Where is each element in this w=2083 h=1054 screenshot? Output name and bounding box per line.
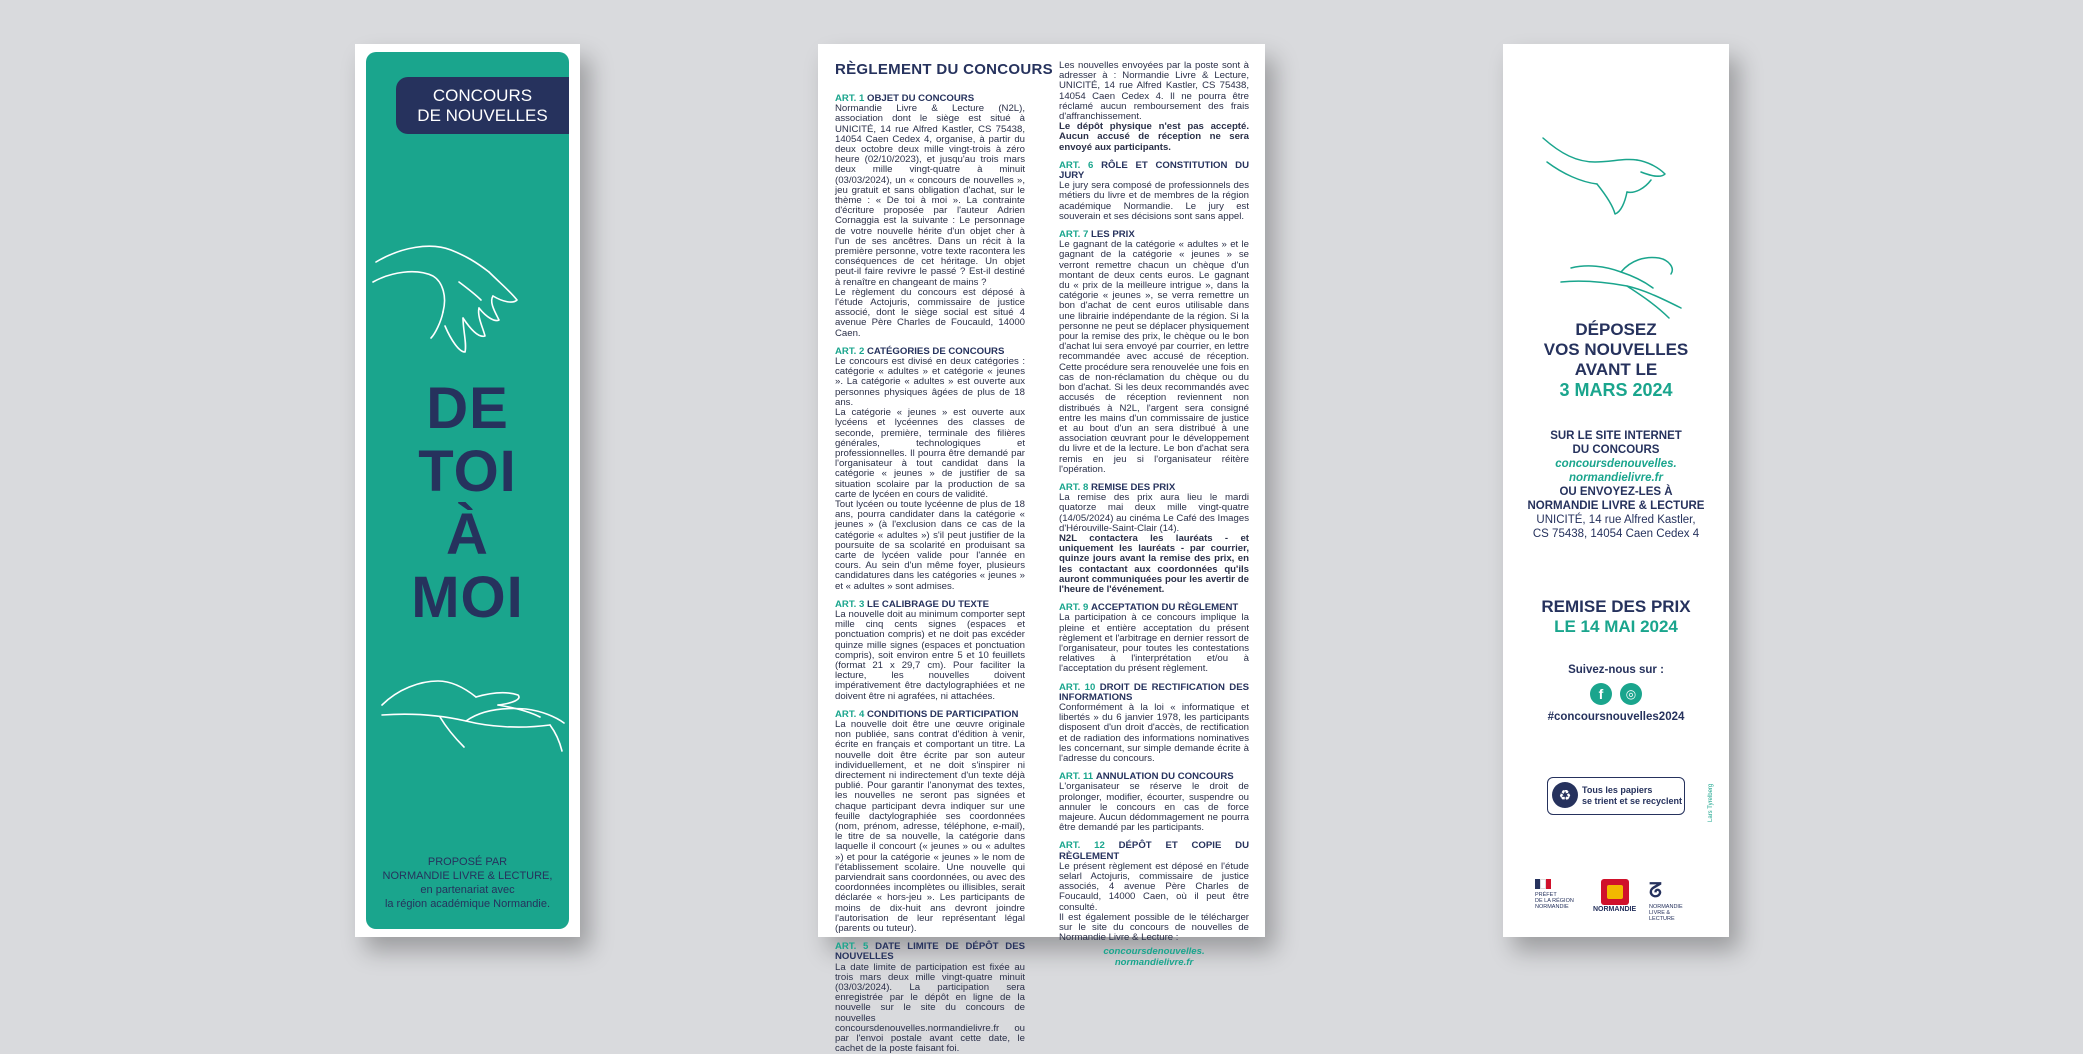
deadline-date: 3 MARS 2024 (1559, 380, 1673, 400)
art-2-text-2: La catégorie « jeunes » est ouverte aux lycéens et lycéennes des classes de seconde, première, terminale des filières générales, technologiques et professionnelles. Il pourra être demandé par l'organisateur à tout candidat dans la catégorie « jeunes » de justifier de sa situation scolaire par la production de sa carte de lycéen en cours de validité. (835, 407, 1025, 500)
title-line-2: TOI (418, 439, 517, 504)
art-5-text-2: Les nouvelles envoyées par la poste sont à adresser à : Normandie Livre & Lecture, UNICITÉ, 14 rue Alfred Kastler, CS 75438, 14054 Caen Cedex 4. Il ne pourra être réclamé aucun remboursement des frais d'affranchissement. (1059, 60, 1249, 123)
art-7-text: Le gagnant de la catégorie « adultes » et le gagnant de la catégorie « jeunes » se verront remettre chacun un chèque d'un montant de deux cents euros. Le gagnant du « prix de la meilleure intrigue », dans la catégorie « jeunes », se verra remettre un bon d'achat de cent euros utilisable dans une librairie indépendante de la région. Si la personne ne peut se déplacer physiquement pour la remise des prix, le chèque ou le bon d'achat lui sera envoyé par courrier, en lettre recommandée avec accusé de réception. Cette procédure sera renouvelée une fois en cas de non-réclamation du chèque ou du bon d'achat. Si les deux recommandés avec accusés de réception reviennent non distribués à N2L, l'argent sera consigné entre les mains d'un commissaire de justice et au bout d'un an sera distribué à une association œuvrant pour le développement du livre et de la lecture. Le bon d'achat sera remis en jeu si l'organisateur réitère l'opération. (1059, 239, 1249, 475)
deposit-line-1: DÉPOSEZ (1575, 320, 1657, 339)
proposed-line-2: NORMANDIE LIVRE & LECTURE, (382, 870, 553, 882)
social-block (1503, 663, 1729, 724)
art-8-text-2: N2L contactera les lauréats - et uniquement les lauréats - par courrier, quinze jours avant la remise des prix, en les contactant aux coordonnées qu'ils auront communiquées pour les avertir de l'heure de l'événement. (1059, 532, 1249, 595)
art-12-heading: ART. 12 DÉPÔT ET COPIE DU RÈGLEMENT (1059, 840, 1250, 862)
bookmark-front (366, 52, 569, 929)
deposit-line-3: AVANT LE (1574, 360, 1658, 379)
rules-panel (818, 44, 1265, 1054)
art-10-text: Conformément à la loi « informatique et libertés » du 6 janvier 1978, les participants disposent d'un droit d'accès, de rectification et de radiation des informations nominatives les concernant, sur simple demande écrite à l'adresse du concours. (1059, 701, 1249, 764)
title-line-1: DE (426, 376, 509, 441)
receiving-hand-icon (380, 667, 566, 752)
prize-date: LE 14 MAI 2024 (1554, 617, 1678, 636)
or-send-1: OU ENVOYEZ-LES À (1559, 486, 1673, 498)
art-6-text: Le jury sera composé de professionnels des métiers du livre et de membres de la région académique Normandie. Le jury est souverain et ses décisions sont sans appel. (1059, 180, 1249, 222)
art-2-heading: ART. 2 CATÉGORIES DE CONCOURS (835, 345, 1005, 357)
title-line-4: MOI (411, 565, 524, 630)
site-label-1: SUR LE SITE INTERNET (1550, 430, 1682, 442)
art-2-text-3: Tout lycéen ou toute lycéenne de plus de 18 ans, pourra candidater dans la catégorie « jeunes » (à l'exclusion dans ce cas de la catégorie « adultes ») s'il peut justifier de la poursuite de sa scolarité en produisant sa carte de lycéen valide pour l'année en cours. Au sein d'un même foyer, plusieurs candidatures dans les catégories « jeunes » et « adultes » sont admises. (835, 498, 1025, 592)
illustration-credit: Lars Tyrelberg (1708, 783, 1714, 822)
right-bookmark (1503, 44, 1729, 937)
rules-site-link[interactable] (1059, 947, 1249, 967)
prize-block (1503, 597, 1729, 637)
rules-title: RÈGLEMENT DU CONCOURS (835, 61, 1053, 78)
art-9-heading: ART. 9 ACCEPTATION DU RÈGLEMENT (1059, 602, 1239, 614)
art-12-text: Le présent règlement est déposé en l'étude selarl Actojuris, commissaire de justice associés, 4 avenue Père Charles de Foucauld, 14000 Caen, où il peut être consulté. (1059, 860, 1249, 913)
tag-line-2: DE NOUVELLES (417, 106, 548, 125)
lions-icon (1601, 879, 1629, 905)
proposed-line-3: en partenariat avec (420, 884, 515, 896)
contest-tag (396, 77, 569, 134)
art-3-heading: ART. 3 LE CALIBRAGE DU TEXTE (835, 598, 990, 610)
title-line-3: À (446, 502, 489, 567)
art-4-heading: ART. 4 CONDITIONS DE PARTICIPATION (835, 708, 1019, 720)
region-normandie-logo: NORMANDIE (1593, 879, 1636, 913)
prefet-logo: PRÉFET DE LA RÉGION NORMANDIE (1535, 879, 1574, 910)
deposit-block (1503, 320, 1729, 400)
reaching-hand-icon (371, 242, 521, 372)
art-6-heading: ART. 6 RÔLE ET CONSTITUTION DU JURY (1059, 159, 1250, 182)
rules-link-line-2: normandielivre.fr (1114, 956, 1194, 968)
site-link-2[interactable]: normandielivre.fr (1569, 472, 1663, 484)
or-send-2: NORMANDIE LIVRE & LECTURE (1527, 500, 1705, 512)
hashtag: #concoursnouvelles2024 (1547, 711, 1685, 723)
rules-column-left (835, 94, 1025, 1054)
hands-illustration-icon (1541, 132, 1691, 322)
art-5-text-3: Le dépôt physique n'est pas accepté. Aucun accusé de réception ne sera envoyé aux participants. (1059, 121, 1249, 153)
deposit-line-2: VOS NOUVELLES (1543, 340, 1689, 359)
art-1-text: Normandie Livre & Lecture (N2L), association dont le siège est situé à UNICITÉ, 14 rue Alfred Kastler, CS 75438, 14054 Caen Cedex 4, organise, à partir du deux octobre deux mille vingt-trois à zéro heure (02/10/2023), et jusqu'au trois mars deux mille vingt-quatre à minuit (03/03/2024), un « concours de nouvelles », jeu gratuit et sans obligation d'achat, sur le thème : « De toi à moi ». La contrainte d'écriture proposée par l'auteur Adrien Cornaggia est la suivante : Le personnage de votre nouvelle hérite d'un objet cher à l'un de ses ancêtres. Dans un récit à la première personne, votre texte racontera les conséquences de cet héritage. Un objet peut-il faire revivre le passé ? Est-il destiné à renaître en changeant de mains ? (835, 103, 1025, 288)
address-line-2: CS 75438, 14054 Caen Cedex 4 (1532, 528, 1700, 540)
art-8-heading: ART. 8 REMISE DES PRIX (1059, 481, 1176, 493)
art-1-text-2: Le règlement du concours est déposé à l'étude Actojuris, commissaire de justice associé, dont le siège social est situé 4 avenue Père Charles de Foucauld, 14000 Caen. (835, 286, 1025, 339)
tag-line-1: CONCOURS (432, 86, 533, 105)
instagram-icon[interactable]: ◎ (1620, 683, 1642, 705)
partner-logos (1535, 879, 1697, 923)
art-10-heading: ART. 10 DROIT DE RECTIFICATION DES INFORMATIONS (1059, 681, 1250, 703)
art-3-text: La nouvelle doit au minimum comporter sept mille cinq cents signes (espaces et ponctuation compris) et ne doit pas excéder quinze mille signes (espaces et ponctuation compris), soit environ entre 5 et 10 feuillets (format 21 x 29,7 cm). Pour faciliter la lecture, les nouvelles doivent impérativement être dactylographiées et ne doivent être ni agrafées, ni attachées. (835, 608, 1025, 702)
art-5-text: La date limite de participation est fixée au trois mars deux mille vingt-quatre minuit (03/03/2024). La participation sera enregistrée par le dépôt en ligne de la nouvelle sur le site du concours de nouvelles concoursdenouvelles.normandielivre.fr ou par l'envoi postale avant cette date, le cachet de la poste faisant foi. (835, 961, 1025, 1054)
n2l-icon: ᘔ (1649, 880, 1662, 902)
proposed-by (366, 855, 569, 911)
art-7-heading: ART. 7 LES PRIX (1059, 229, 1135, 241)
site-link-1[interactable]: concoursdenouvelles. (1555, 458, 1677, 470)
art-4-text: La nouvelle doit être une œuvre originale non publiée, sans contrat d'édition à venir, écrite en français et comportant un titre. La nouvelle doit être écrite par son auteur individuellement, et ne doit s'inspirer ni directement ni indirectement d'un texte déjà publié. Pour garantir l'anonymat des textes, les nouvelles ne seront pas signées et chaque participant devra indiquer sur une feuille dactylographiée ses coordonnées (nom, prénom, adresse, téléphone, e-mail), le titre de sa nouvelle, la catégorie dans laquelle il concourt (« jeunes » ou « adultes ») et pour la catégorie « jeunes » le nom de l'établissement scolaire. Une nouvelle qui parviendrait sans coordonnées, ou avec des coordonnées incomplètes ou illisibles, serait déclarée « hors-jeu ». Les participants de moins de dix-huit ans devront joindre l'autorisation de leur représentant légal (parents ou tuteur). (835, 718, 1025, 935)
recycle-badge (1547, 777, 1685, 815)
art-5-heading: ART. 5 DATE LIMITE DE DÉPÔT DES NOUVELLES (835, 941, 1025, 963)
art-8-text: La remise des prix aura lieu le mardi quatorze mai deux mille vingt-quatre (14/05/2024) au cinéma Le Café des Images d'Hérouville-Saint-Clair (14). (1059, 492, 1249, 534)
rules-link-line-1: concoursdenouvelles. (1103, 946, 1205, 958)
recycle-icon: ♻ (1552, 782, 1578, 808)
art-1-heading: ART. 1 OBJET DU CONCOURS (835, 93, 975, 104)
left-bookmark (355, 44, 580, 937)
art-12-text-2: Il est également possible de le télécharger sur le site du concours de nouvelles de Normandie Livre & Lecture : (1059, 911, 1249, 944)
site-label-2: DU CONCOURS (1572, 444, 1660, 456)
rules-column-right (1059, 61, 1249, 968)
n2l-logo: ᘔ NORMANDIE LIVRE & LECTURE (1649, 879, 1697, 922)
prize-label: REMISE DES PRIX (1541, 597, 1691, 616)
main-title (366, 377, 569, 629)
facebook-icon[interactable]: f (1590, 683, 1612, 705)
art-9-text: La participation à ce concours implique la pleine et entière acceptation du présent règlement et l'arbitrage en dernier ressort de l'organisateur, pour toutes les contestations relatives à l'interprétation et/ou à l'acceptation du présent règlement. (1059, 612, 1249, 675)
address-line-1: UNICITÉ, 14 rue Alfred Kastler, (1536, 514, 1696, 526)
proposed-line-1: PROPOSÉ PAR (427, 856, 508, 868)
art-11-text: L'organisateur se réserve le droit de prolonger, modifier, écourter, suspendre ou annuler le concours en cas de force majeure. Aucun dédommagement ne pourra être demandé par les participants. (1059, 781, 1249, 834)
submission-info (1503, 429, 1729, 541)
recycle-line-1: Tous les papiers (1582, 785, 1653, 795)
proposed-line-4: la région académique Normandie. (384, 898, 551, 910)
art-11-heading: ART. 11 ANNULATION DU CONCOURS (1059, 771, 1234, 783)
recycle-line-2: se trient et se recyclent (1582, 796, 1683, 806)
art-2-text: Le concours est divisé en deux catégories : catégorie « adultes » et catégorie « jeunes ». La catégorie « adultes » est ouverte aux personnes physiques âgées de plus de 18 ans. (835, 356, 1025, 408)
follow-label: Suivez-nous sur : (1568, 664, 1664, 676)
